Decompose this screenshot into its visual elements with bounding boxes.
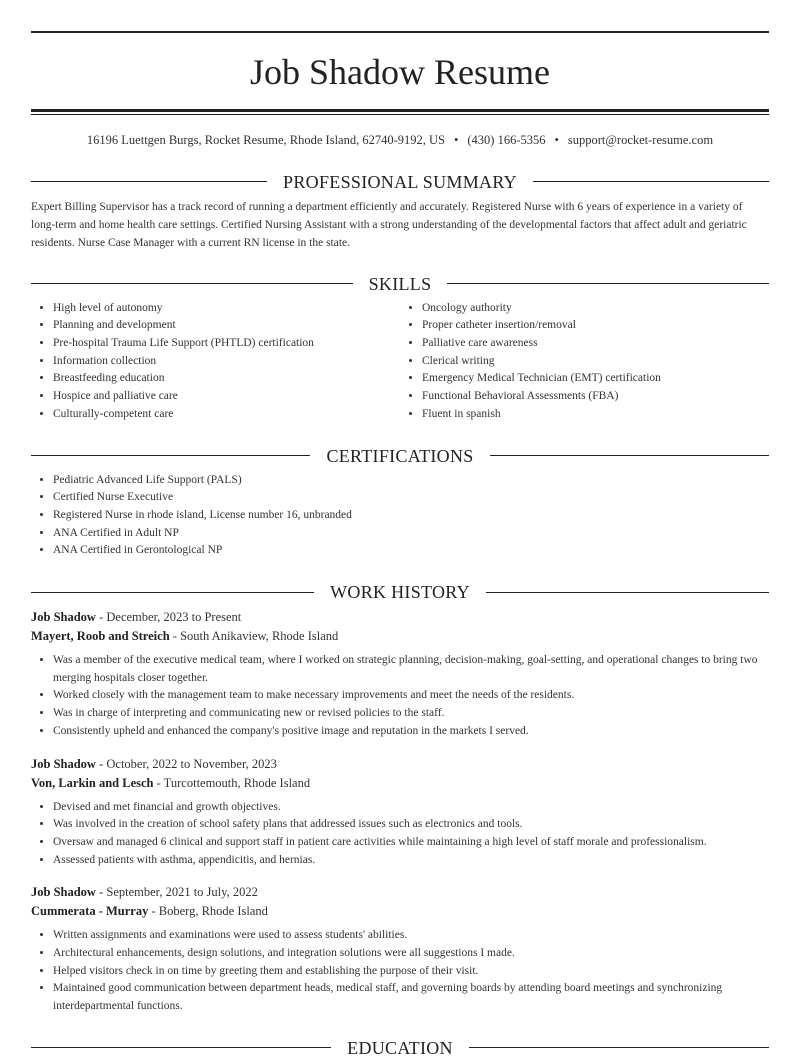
job-duty: • Architectural enhancements, design solutions, and integration solutions were all suggestions I made. (53, 945, 769, 963)
job-duty: • Helped visitors check in on time by greeting them and establishing the purpose of their visit. (53, 963, 769, 981)
job-dates: - December, 2023 to Present (95, 610, 242, 625)
job-company: Von, Larkin and Lesch (31, 775, 154, 790)
job-title: Job Shadow (31, 756, 96, 771)
work-history-heading-text: WORK HISTORY (330, 582, 470, 603)
job-entry (31, 755, 769, 870)
skill-item: • Oncology authority (422, 300, 769, 318)
job-location: - Boberg, Rhode Island (148, 904, 268, 919)
resume-title: Job Shadow Resume (250, 52, 550, 92)
summary-heading (31, 172, 769, 192)
skill-item: • Planning and development (53, 317, 400, 335)
skill-item: • Emergency Medical Technician (EMT) certification (422, 370, 769, 388)
job-title-line (31, 883, 769, 902)
job-company-line (31, 627, 769, 646)
job-company-line (31, 902, 769, 921)
skill-item: • Pre-hospital Trauma Life Support (PHTLD) certification (53, 335, 400, 353)
job-title-line (31, 755, 769, 774)
job-entry (31, 608, 769, 741)
job-duty: • Devised and met financial and growth objectives. (53, 799, 769, 817)
job-duty: • Maintained good communication between department heads, medical staff, and governing boards by attending board meetings and synchronizing interdepartmental functions. (53, 980, 769, 1015)
job-title: Job Shadow (31, 885, 96, 900)
certification-item: • ANA Certified in Adult NP (53, 525, 769, 543)
skill-item: • Culturally-competent care (53, 406, 400, 424)
job-entry (31, 883, 769, 1016)
skill-item: • Functional Behavioral Assessments (FBA) (422, 388, 769, 406)
contact-separator: • (454, 133, 459, 147)
job-duties (31, 652, 769, 741)
skills-heading (31, 274, 769, 294)
job-duty: • Was involved in the creation of school safety plans that addressed issues such as electronics and tools. (53, 816, 769, 834)
skill-item: • High level of autonomy (53, 300, 400, 318)
summary-text: Expert Billing Supervisor has a track record of running a department efficiently and accurately. Registered Nurse with 6 years of experience in a variety of long-term and home health care settings. Certified Nursing Assistant with a strong understanding of the developmental factors that affect adult and geriatric residents. Nurse Case Manager with a current RN license in the state. (31, 200, 747, 249)
job-duty: • Written assignments and examinations were used to assess students' abilities. (53, 927, 769, 945)
job-duties (31, 927, 769, 1016)
work-history-heading (31, 582, 769, 602)
job-location: - Turcottemouth, Rhode Island (153, 775, 311, 790)
job-duty: • Was in charge of interpreting and communicating new or revised policies to the staff. (53, 705, 769, 723)
contact-email[interactable]: support@rocket-resume.com (567, 133, 714, 147)
skills-column-right (400, 300, 769, 424)
certifications-list (31, 472, 769, 561)
job-title-line (31, 608, 769, 627)
certification-item: • ANA Certified in Gerontological NP (53, 542, 769, 560)
certification-item: • Registered Nurse in rhode island, License number 16, unbranded (53, 507, 769, 525)
contact-separator: • (554, 133, 559, 147)
job-title: Job Shadow (31, 610, 96, 625)
certifications-heading (31, 446, 769, 466)
job-company: Cummerata - Murray (31, 904, 149, 919)
job-duty: • Worked closely with the management team to make necessary improvements and meet the needs of the residents. (53, 687, 769, 705)
skill-item: • Fluent in spanish (422, 406, 769, 424)
skill-item: • Clerical writing (422, 353, 769, 371)
certification-item: • Pediatric Advanced Life Support (PALS) (53, 472, 769, 490)
job-location: - South Anikaview, Rhode Island (169, 629, 339, 644)
certifications-heading-text: CERTIFICATIONS (326, 445, 474, 466)
job-company: Mayert, Roob and Streich (31, 629, 170, 644)
job-duty: • Was a member of the executive medical team, where I worked on strategic planning, decision-making, goal-setting, and operational changes to bring two merging hospitals closer together. (53, 652, 769, 687)
skill-item: • Breastfeeding education (53, 370, 400, 388)
job-dates: - October, 2022 to November, 2023 (95, 756, 277, 771)
certification-item: • Certified Nurse Executive (53, 489, 769, 507)
job-duty: • Consistently upheld and enhanced the company's positive image and reputation in the markets I served. (53, 723, 769, 741)
job-duty: • Assessed patients with asthma, appendicitis, and hernias. (53, 852, 769, 870)
header-rule (31, 109, 769, 115)
contact-phone[interactable]: (430) 166-5356 (467, 133, 546, 147)
job-dates: - September, 2021 to July, 2022 (95, 885, 258, 900)
resume-page (31, 0, 769, 1058)
skills-column-left (31, 300, 400, 424)
contact-line (31, 132, 769, 150)
skill-item: • Proper catheter insertion/removal (422, 317, 769, 335)
top-rule (31, 31, 769, 33)
summary-heading-text: PROFESSIONAL SUMMARY (283, 171, 517, 192)
education-heading-text: EDUCATION (347, 1037, 453, 1058)
job-duty: • Oversaw and managed 6 clinical and support staff in patient care activities while maintaining a high level of staff morale and professionalism. (53, 834, 769, 852)
skill-item: • Palliative care awareness (422, 335, 769, 353)
contact-address: 16196 Luettgen Burgs, Rocket Resume, Rhode Island, 62740-9192, US (86, 133, 445, 147)
skill-item: • Hospice and palliative care (53, 388, 400, 406)
job-company-line (31, 774, 769, 793)
job-duties (31, 799, 769, 870)
skill-item: • Information collection (53, 353, 400, 371)
education-heading (31, 1038, 769, 1058)
skills-list (31, 300, 769, 424)
skills-heading-text: SKILLS (368, 273, 432, 294)
